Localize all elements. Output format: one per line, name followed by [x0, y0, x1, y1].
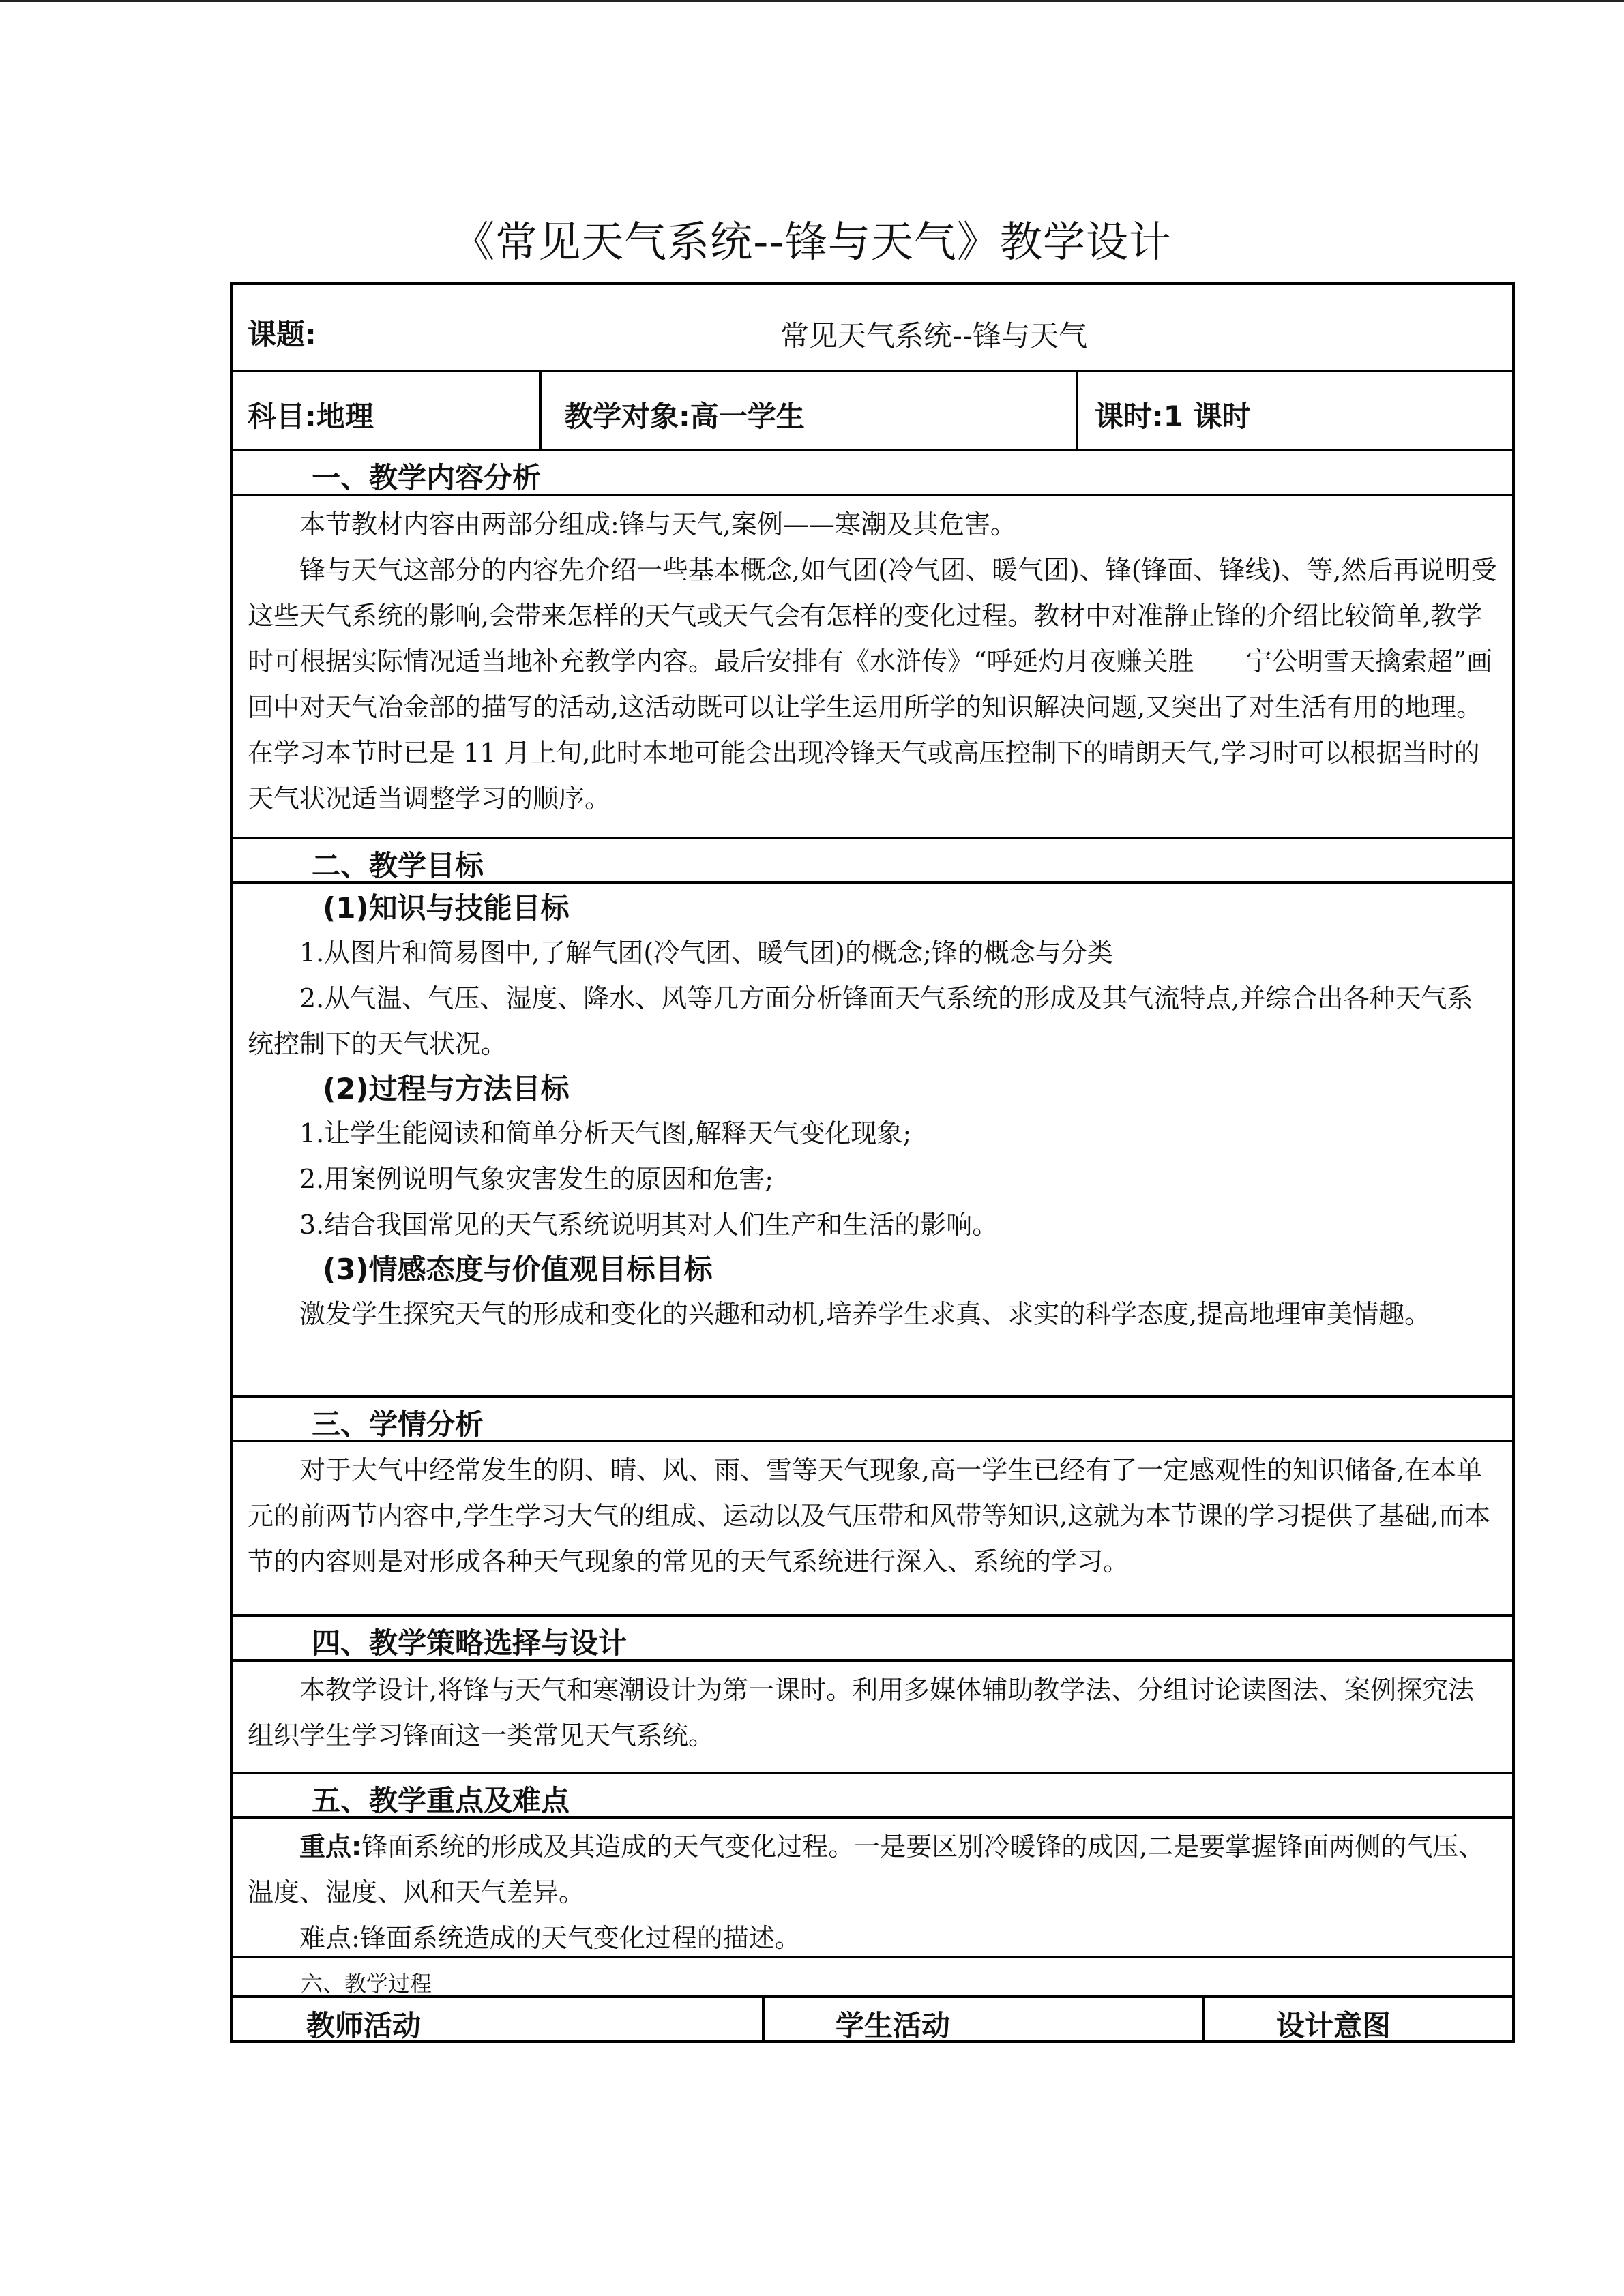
topic-value: 常见天气系统--锋与天气	[780, 319, 1088, 353]
objective-heading: (1)知识与技能目标	[323, 891, 570, 925]
column-design-intent: 设计意图	[1276, 2009, 1391, 2042]
section-5-heading: 五、教学重点及难点	[312, 1784, 570, 1817]
document-title: 《常见天气系统--锋与天气》教学设计	[452, 217, 1172, 267]
objective-item: 1.从图片和简易图中,了解气团(冷气团、暖气团)的概念;锋的概念与分类	[299, 938, 1113, 968]
info-divider-2	[1076, 372, 1078, 449]
top-border-line	[0, 0, 1624, 2]
objective-item: 3.结合我国常见的天气系统说明其对人们生产和生活的影响。	[299, 1210, 999, 1240]
section-1-heading-row	[230, 451, 1515, 496]
key-point-text: 锋面系统的形成及其造成的天气变化过程。一是要区别冷暖锋的成因,二是要掌握锋面两侧的气压、温度、湿度、风和天气差异。	[248, 1832, 1485, 1907]
section-2-body	[230, 884, 1515, 1398]
section-4-heading-row	[230, 1617, 1515, 1662]
section-6-heading-row	[230, 1958, 1515, 1998]
hours-cell: 课时:1 课时	[1095, 400, 1251, 433]
objective-item: 1.让学生能阅读和简单分析天气图,解释天气变化现象;	[299, 1118, 912, 1148]
paragraph: 对于大气中经常发生的阴、晴、风、雨、雪等天气现象,高一学生已经有了一定感观性的知识储备,在本单元的前两节内容中,学生学习大气的组成、运动以及气压带和风带等知识,这就为本节课的学习提供了基础,而本节的内容则是对形成各种天气现象的常见的天气系统进行深入、系统的学习。	[248, 1455, 1491, 1577]
audience-cell: 教学对象:高一学生	[564, 400, 805, 433]
objective-item: 激发学生探究天气的形成和变化的兴趣和动机,培养学生求真、求实的科学态度,提高地理审美情趣。	[299, 1299, 1431, 1329]
subject-cell: 科目:地理	[248, 400, 374, 433]
section-3-heading-row	[230, 1398, 1515, 1442]
topic-label: 课题:	[248, 318, 316, 351]
section-1-body	[230, 496, 1515, 839]
info-divider-1	[539, 372, 542, 449]
paragraph: 本节教材内容由两部分组成:锋与天气,案例——寒潮及其危害。	[299, 509, 1016, 539]
objective-heading: (2)过程与方法目标	[323, 1072, 570, 1105]
column-student-activity: 学生活动	[836, 2009, 951, 2042]
objective-item: 2.用案例说明气象灾害发生的原因和危害;	[299, 1164, 774, 1194]
objective-item: 2.从气温、气压、湿度、降水、风等几方面分析锋面天气系统的形成及其气流特点,并综合出各种天气系统控制下的天气状况。	[248, 983, 1473, 1059]
section-4-body	[230, 1662, 1515, 1774]
section-6-heading: 六、教学过程	[301, 1971, 432, 1997]
info-row	[230, 372, 1515, 451]
paragraph: 本教学设计,将锋与天气和寒潮设计为第一课时。利用多媒体辅助教学法、分组讨论读图法、案例探究法组织学生学习锋面这一类常见天气系统。	[248, 1675, 1475, 1750]
process-divider-2	[1202, 1998, 1205, 2040]
section-3-heading: 三、学情分析	[312, 1407, 484, 1441]
section-2-heading-row	[230, 839, 1515, 884]
key-point	[248, 1824, 1498, 1915]
section-2-heading: 二、教学目标	[312, 849, 484, 882]
column-teacher-activity: 教师活动	[306, 2009, 422, 2042]
section-3-body	[230, 1442, 1515, 1617]
process-divider-1	[762, 1998, 765, 2040]
section-1-heading: 一、教学内容分析	[312, 461, 542, 494]
topic-row	[230, 282, 1515, 372]
process-header-row	[230, 1998, 1515, 2043]
section-5-heading-row	[230, 1774, 1515, 1819]
section-4-heading: 四、教学策略选择与设计	[312, 1626, 628, 1660]
objective-heading: (3)情感态度与价值观目标目标	[323, 1253, 713, 1286]
lesson-plan-table	[230, 282, 1515, 2043]
section-5-body	[230, 1819, 1515, 1958]
difficult-point: 难点:锋面系统造成的天气变化过程的描述。	[299, 1923, 801, 1953]
key-point-label: 重点:	[299, 1832, 362, 1862]
paragraph: 锋与天气这部分的内容先介绍一些基本概念,如气团(冷气团、暖气团)、锋(锋面、锋线)、等,然后再说明受这些天气系统的影响,会带来怎样的天气或天气会有怎样的变化过程。教材中对准静止锋的介绍比较简单,教学时可根据实际情况适当地补充教学内容。最后安排有《水浒传》“呼延灼月夜赚关胜 宁公明雪天擒索超”画回中对天气冶金部的描写的活动,这活动既可以让学生运用所学的知识解决问题,又突出了对生活有用的地理。在学习本节时已是 11 月上旬,此时本地可能会出现冷锋天气或高压控制下的晴朗天气,学习时可以根据当时的天气状况适当调整学习的顺序。	[248, 555, 1497, 814]
